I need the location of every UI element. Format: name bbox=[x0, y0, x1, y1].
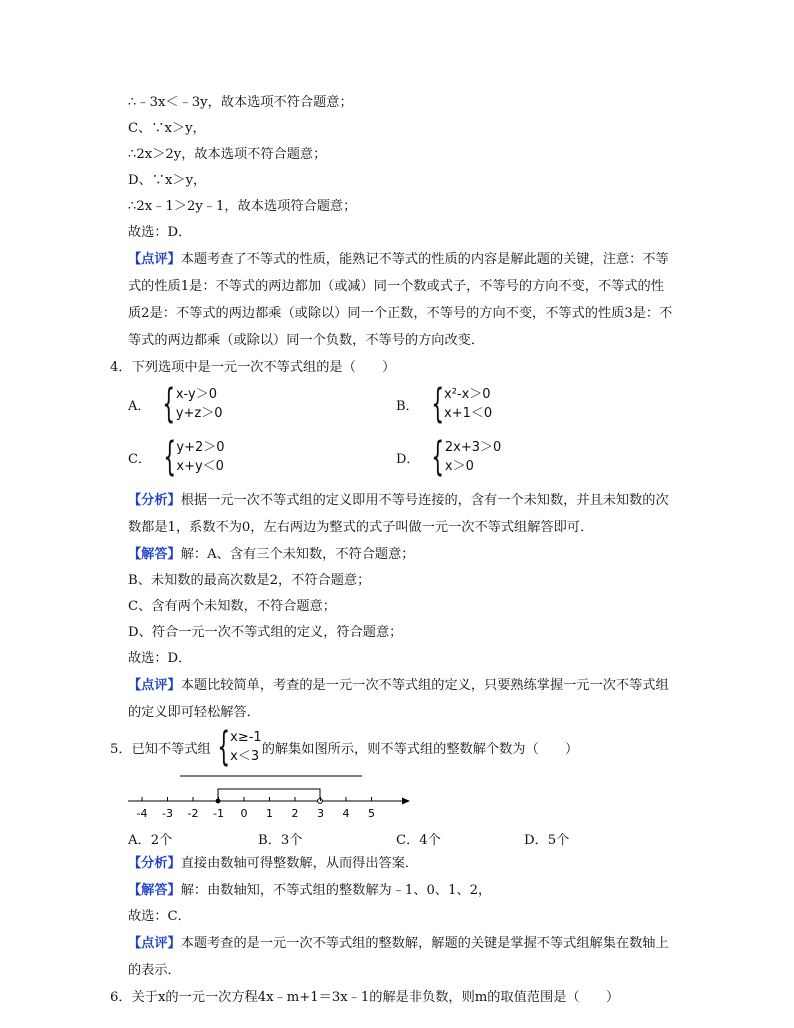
inequality: x＞0 bbox=[444, 459, 474, 474]
comment-tag: 【点评】 bbox=[128, 252, 181, 267]
comment-text: 本题考查了不等式的性质，能熟记不等式的性质的内容是解此题的关键，注意：不等 bbox=[180, 252, 669, 267]
inequality: 2x+3＞0 bbox=[444, 440, 502, 455]
brace-icon: { bbox=[162, 381, 176, 427]
solution-line: D、∵x＞y， bbox=[128, 173, 207, 188]
tick-label: -4 bbox=[136, 807, 148, 820]
brace-icon: { bbox=[430, 381, 444, 427]
q5-option-b: B．3个 bbox=[258, 833, 303, 848]
q4-option-c bbox=[128, 434, 225, 480]
tick-label: 1 bbox=[266, 807, 273, 820]
solution-line: ∴﹣3x＜﹣3y，故本选项不符合题意； bbox=[128, 95, 353, 110]
solution-line: C、含有两个未知数，不符合题意； bbox=[128, 599, 336, 614]
solution-line: ∴2x﹣1＞2y﹣1，故本选项符合题意； bbox=[128, 199, 357, 214]
brace-icon: { bbox=[431, 434, 445, 480]
comment-text: 式的性质1是：不等式的两边都加（或减）同一个数或式子，不等号的方向不变，不等式的性 bbox=[128, 279, 664, 294]
q5-suffix: 的解集如图所示，则不等式组的整数解个数为（ ） bbox=[261, 741, 579, 757]
comment-text: 的定义即可轻松解答． bbox=[128, 705, 260, 720]
q4-option-a bbox=[128, 381, 223, 427]
question-6-stem: 6．关于x的一元一次方程4x﹣m+1＝3x﹣1的解是非负数，则m的取值范围是（ ） bbox=[110, 990, 620, 1005]
answer-line: 故选：D． bbox=[128, 651, 192, 666]
answer-line: 故选：D． bbox=[128, 225, 192, 240]
inequality: x²-x＞0 bbox=[444, 387, 491, 402]
analysis-paragraph bbox=[128, 492, 669, 510]
comment-tag: 【点评】 bbox=[128, 678, 181, 693]
comment-paragraph bbox=[128, 935, 669, 953]
option-label: A． bbox=[128, 398, 151, 414]
option-label: C． bbox=[128, 451, 151, 467]
comment-text: 本题比较简单，考查的是一元一次不等式组的定义，只要熟练掌握一元一次不等式组 bbox=[180, 678, 669, 693]
inequality: y+2＞0 bbox=[176, 440, 225, 455]
analysis-tag: 【分析】 bbox=[128, 493, 181, 508]
arrow-icon bbox=[402, 798, 410, 805]
inequality: x+y＜0 bbox=[176, 459, 224, 474]
comment-paragraph bbox=[128, 251, 669, 269]
solution-paragraph bbox=[128, 546, 414, 564]
q4-option-b bbox=[396, 381, 493, 427]
tick-label: 4 bbox=[342, 807, 350, 820]
tick-label: 0 bbox=[240, 807, 248, 820]
solution-tag: 【解答】 bbox=[128, 883, 181, 898]
analysis-text: 数都是1，系数不为0，左右两边为整式的式子叫做一元一次不等式组解答即可． bbox=[128, 520, 594, 535]
analysis-tag: 【分析】 bbox=[128, 856, 181, 871]
inequality: x-y＞0 bbox=[175, 387, 217, 402]
inequality: x≥-1 bbox=[230, 730, 262, 745]
inequality: y+z＞0 bbox=[175, 406, 223, 421]
comment-text: 本题考查的是一元一次不等式组的整数解，解题的关键是掌握不等式组解集在数轴上 bbox=[180, 936, 669, 951]
solution-text: 解：由数轴知，不等式组的整数解为﹣1、0、1、2， bbox=[180, 883, 492, 898]
brace-icon: { bbox=[217, 724, 230, 770]
number-line-diagram bbox=[120, 772, 420, 822]
solution-paragraph bbox=[128, 882, 491, 900]
q5-option-c: C．4个 bbox=[396, 833, 441, 848]
comment-tag: 【点评】 bbox=[128, 936, 181, 951]
answer-line: 故选：C． bbox=[128, 909, 191, 924]
tick-label: -3 bbox=[162, 807, 173, 820]
inequality: x+1＜0 bbox=[444, 406, 493, 421]
solution-tag: 【解答】 bbox=[128, 547, 181, 562]
solution-line: B、未知数的最高次数是2，不符合题意； bbox=[128, 573, 371, 588]
solution-line: D、符合一元一次不等式组的定义，符合题意； bbox=[128, 625, 403, 640]
q5-prefix: 5．已知不等式组 bbox=[110, 741, 211, 757]
inequality: x＜3 bbox=[230, 749, 260, 764]
comment-text: 的表示． bbox=[128, 963, 181, 978]
tick-label: 2 bbox=[291, 807, 299, 820]
comment-text: 质2是：不等式的两边都乘（或除以）同一个正数，不等号的方向不变，不等式的性质3是：不 bbox=[128, 306, 673, 321]
tick-label: 5 bbox=[368, 807, 375, 820]
brace-icon: { bbox=[163, 434, 177, 480]
q5-option-d: D．5个 bbox=[524, 833, 570, 848]
q5-option-a: A．2个 bbox=[128, 833, 173, 848]
comment-text: 等式的两边都乘（或除以）同一个负数，不等号的方向改变． bbox=[128, 333, 485, 348]
question-5-stem bbox=[110, 724, 579, 770]
option-label: D． bbox=[396, 451, 420, 467]
q4-option-d bbox=[396, 434, 502, 480]
analysis-text: 根据一元一次不等式组的定义即用不等号连接的，含有一个未知数，并且未知数的次 bbox=[180, 493, 669, 508]
tick-label: 3 bbox=[317, 807, 324, 820]
option-label: B． bbox=[396, 398, 419, 414]
question-4-stem: 4．下列选项中是一元一次不等式组的是（ ） bbox=[110, 360, 396, 375]
analysis-paragraph bbox=[128, 855, 418, 873]
analysis-text: 直接由数轴可得整数解，从而得出答案． bbox=[180, 856, 419, 871]
solution-line: ∴2x＞2y，故本选项不符合题意； bbox=[128, 147, 327, 162]
tick-label: -2 bbox=[187, 807, 199, 820]
comment-paragraph bbox=[128, 677, 669, 695]
tick-label: -1 bbox=[213, 807, 224, 820]
solution-line: C、∵x＞y， bbox=[128, 121, 206, 136]
solution-text: 解：A、含有三个未知数，不符合题意； bbox=[180, 547, 415, 562]
